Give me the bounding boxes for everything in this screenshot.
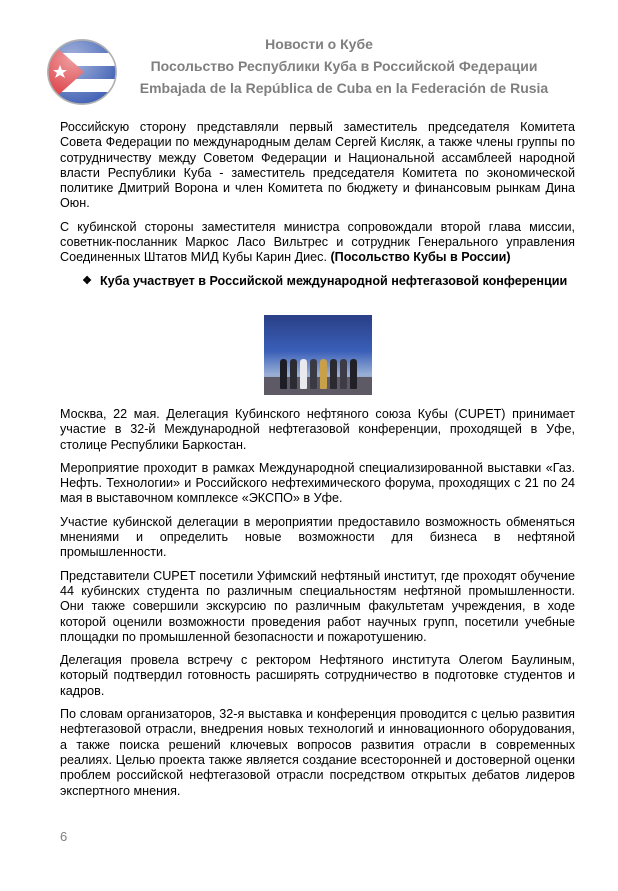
- article-title: Куба участвует в Российской международной нефтегазовой конференции: [100, 273, 568, 288]
- paragraph: По словам организаторов, 32-я выставка и конференция проводится с целью развития нефтегазовой отрасли, внедрения новых технологий и инновационного оборудования, а также поиска решений ключевых вопросов развития отрасли в современных реалиях. Целью проекта также является создание всесторонней и достоверной оценки проблем российской нефтегазовой отрасли посредством открытых дебатов лидеров экспертного мнения.: [60, 707, 575, 798]
- diamond-bullet-icon: ❖: [82, 274, 92, 287]
- header-embassy-ru: Посольство Республики Куба в Российской Федерации: [150, 58, 538, 74]
- paragraph-text: С кубинской стороны заместителя министра сопровождали второй глава миссии, советник-посланник Маркос Ласо Вильтрес и сотрудник Генерального управления Соединенных Штатов МИД Кубы Карин Диес.: [60, 219, 575, 265]
- paragraph: Представители CUPET посетили Уфимский нефтяный институт, где проходят обучение 44 кубинских студента по различным специальностям нефтяной промышленности. Они также совершили экскурсию по различным факультетам учреждения, в ходе которой оценили возможности проведения работ научных групп, посетили учебные площадки по промышленной безопасности и пожаротушению.: [60, 568, 575, 644]
- paragraph: Российскую сторону представляли первый заместитель председателя Комитета Совета Федерации по международным делам Сергей Кисляк, а также члены группы по сотрудничеству между Советом Федерации и Национальной ассамблеей народной власти Республики Куба - заместитель председателя Комитета по экономической политике Дмитрий Ворона и член Комитета по бюджету и финансовым рынкам Дина Оюн.: [60, 120, 575, 211]
- source-label: (Посольство Кубы в России): [330, 250, 511, 265]
- paragraph: Участие кубинской делегации в мероприятии предоставило возможность обменяться мнениями и определить новые возможности для бизнеса в нефтяной промышленности.: [60, 514, 575, 560]
- page-header: [0, 33, 618, 99]
- paragraph: Делегация провела встречу с ректором Нефтяного института Олегом Баулиным, который подтвердил готовность расширять сотрудничество в подготовке студентов и кадров.: [60, 653, 575, 698]
- article-photo: [264, 315, 372, 395]
- paragraph: Москва, 22 мая. Делегация Кубинского нефтяного союза Кубы (CUPET) принимает участие в 32-й Международной нефтегазовой конференции, проходящей в Уфе, столице Республики Баркостан.: [60, 406, 575, 452]
- paragraph: Мероприятие проходит в рамках Международной специализированной выставки «Газ. Нефть. Технологии» и Российского нефтехимического форума, проходящих с 21 по 24 мая в выставочном комплексе «ЭКСПО» в Уфе.: [60, 460, 575, 506]
- header-title: Новости о Кубе: [265, 36, 373, 52]
- header-embassy-es: Embajada de la República de Cuba en la Federación de Rusia: [139, 80, 549, 96]
- page-number: 6: [60, 829, 68, 844]
- paragraph: [60, 220, 575, 266]
- article-heading: [60, 274, 575, 289]
- document-body: [60, 120, 575, 807]
